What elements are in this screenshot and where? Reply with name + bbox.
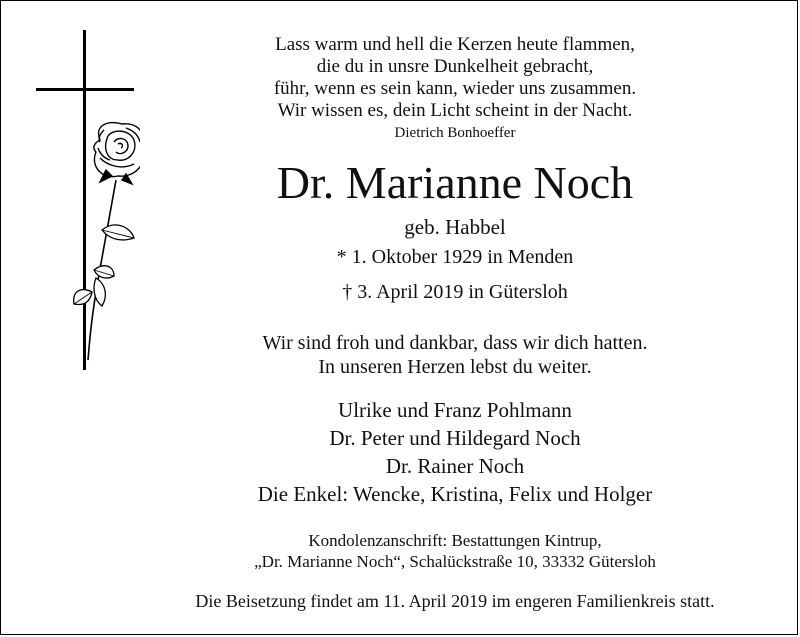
birth-name: geb. Habbel bbox=[404, 215, 506, 239]
poem-author: Dietrich Bonhoeffer bbox=[394, 125, 516, 141]
birth-date: * 1. Oktober 1929 in Menden bbox=[336, 246, 574, 268]
motto-line-2: In unseren Herzen lebst du weiter. bbox=[318, 356, 592, 378]
deceased-name: Dr. Marianne Noch bbox=[276, 157, 634, 208]
cross-with-rose-icon bbox=[30, 30, 140, 375]
burial-note: Die Beisetzung findet am 11. April 2019 im engeren Familienkreis statt. bbox=[195, 591, 715, 611]
mourner-4: Die Enkel: Wencke, Kristina, Felix und Holger bbox=[257, 482, 653, 506]
mourner-1: Ulrike und Franz Pohlmann bbox=[338, 398, 572, 422]
condolence-line-2: „Dr. Marianne Noch“, Schalückstraße 10, 33332 Gütersloh bbox=[254, 552, 656, 571]
death-date: † 3. April 2019 in Gütersloh bbox=[342, 281, 568, 303]
mourner-3: Dr. Rainer Noch bbox=[385, 454, 525, 478]
mourner-2: Dr. Peter und Hildegard Noch bbox=[329, 426, 581, 450]
poem-line-3: führ, wenn es sein kann, wieder uns zusammen. bbox=[273, 78, 637, 99]
poem-line-1: Lass warm und hell die Kerzen heute flammen, bbox=[275, 34, 635, 55]
motto-line-1: Wir sind froh und dankbar, dass wir dich hatten. bbox=[262, 332, 648, 354]
poem-line-4: Wir wissen es, dein Licht scheint in der Nacht. bbox=[277, 100, 633, 121]
poem-line-2: die du in unsre Dunkelheit gebracht, bbox=[316, 56, 594, 77]
condolence-line-1: Kondolenzanschrift: Bestattungen Kintrup, bbox=[308, 531, 602, 550]
